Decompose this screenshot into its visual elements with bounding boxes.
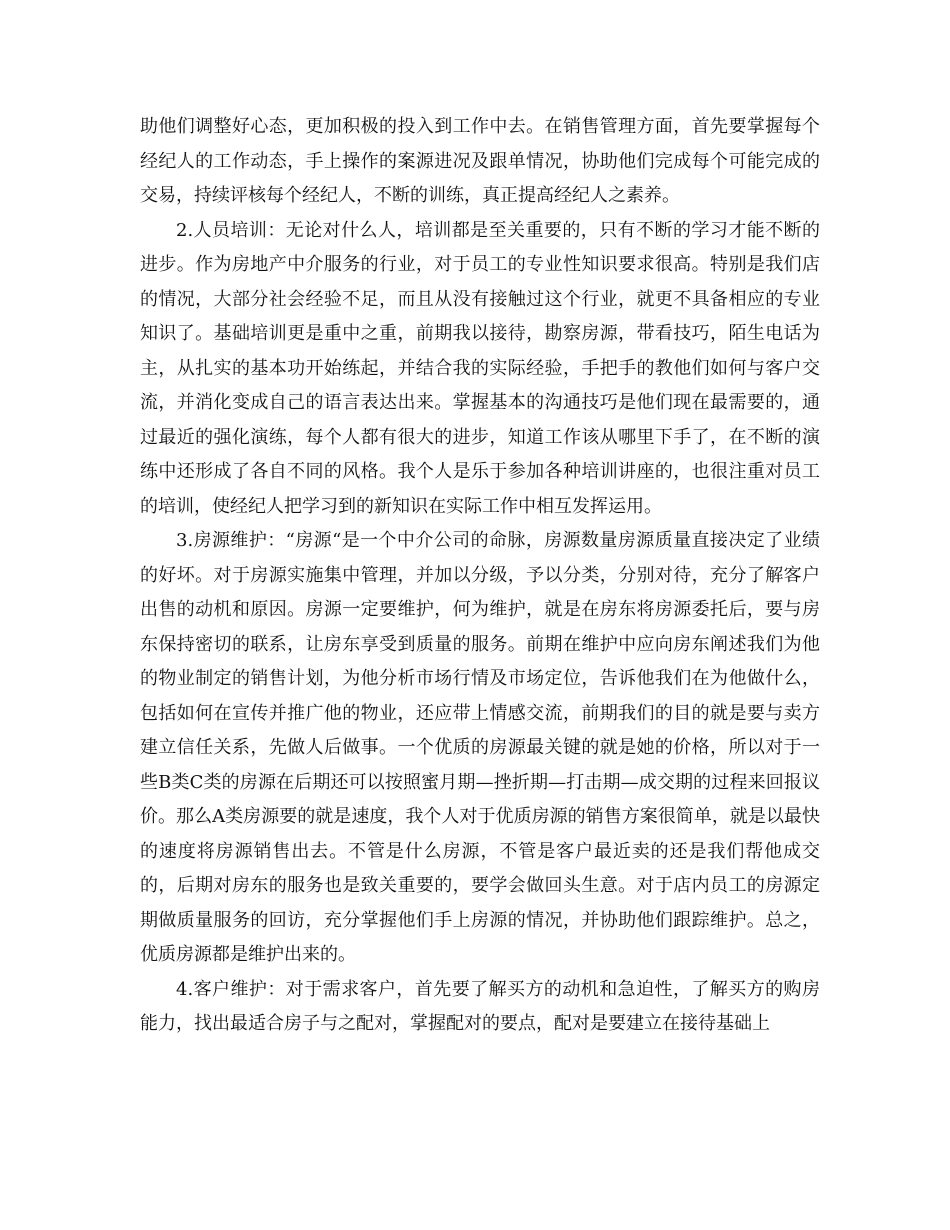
paragraph-listing-maintenance: 3.房源维护：“房源“是一个中介公司的命脉，房源数量房源质量直接决定了业绩的好坏。对于房源实施集中管理，并加以分级，予以分类，分别对待，充分了解客户出售的动机和原因。房源一定要维护，何为维护，就是在房东将房源委托后，要与房东保持密切的联系，让房东享受到质量的服务。前期在维护中应向房东阐述我们为他的物业制定的销售计划，为他分析市场行情及市场定位，告诉他我们在为他做什么，包括如何在宣传并推广他的物业，还应带上情感交流，前期我们的目的就是要与卖方建立信任关系，先做人后做事。一个优质的房源最关键的就是她的价格，所以对于一些B类C类的房源在后期还可以按照蜜月期—挫折期—打击期—成交期的过程来回报议价。那么A类房源要的就是速度，我个人对于优质房源的销售方案很简单，就是以最快的速度将房源销售出去。不管是什么房源，不管是客户最近卖的还是我们帮他成交的，后期对房东的服务也是致关重要的，要学会做回头生意。对于店内员工的房源定期做质量服务的回访，充分掌握他们手上房源的情况，并协助他们跟踪维护。总之，优质房源都是维护出来的。: [140, 530, 820, 965]
paragraph-staff-training: 2.人员培训：无论对什么人，培训都是至关重要的，只有不断的学习才能不断的进步。作为房地产中介服务的行业，对于员工的专业性知识要求很高。特别是我们店的情况，大部分社会经验不足，而且从没有接触过这个行业，就更不具备相应的专业知识了。基础培训更是重中之重，前期我以接待，勘察房源，带看技巧，陌生电话为主，从扎实的基本功开始练起，并结合我的实际经验，手把手的教他们如何与客户交流，并消化变成自己的语言表达出来。掌握基本的沟通技巧是他们现在最需要的，通过最近的强化演练，每个人都有很大的进步，知道工作该从哪里下手了，在不断的演练中还形成了各自不同的风格。我个人是乐于参加各种培训讲座的，也很注重对员工的培训，使经纪人把学习到的新知识在实际工作中相互发挥运用。: [140, 219, 820, 517]
paragraph-continuation: 助他们调整好心态，更加积极的投入到工作中去。在销售管理方面，首先要掌握每个经纪人的工作动态，手上操作的案源进况及跟单情况，协助他们完成每个可能完成的交易，持续评核每个经纪人，不断的训练，真正提高经纪人之素养。: [140, 116, 820, 206]
document-page: [140, 110, 820, 1042]
paragraph-client-maintenance: 4.客户维护：对于需求客户，首先要了解买方的动机和急迫性，了解买方的购房能力，找出最适合房子与之配对，掌握配对的要点，配对是要建立在接待基础上: [140, 978, 820, 1034]
